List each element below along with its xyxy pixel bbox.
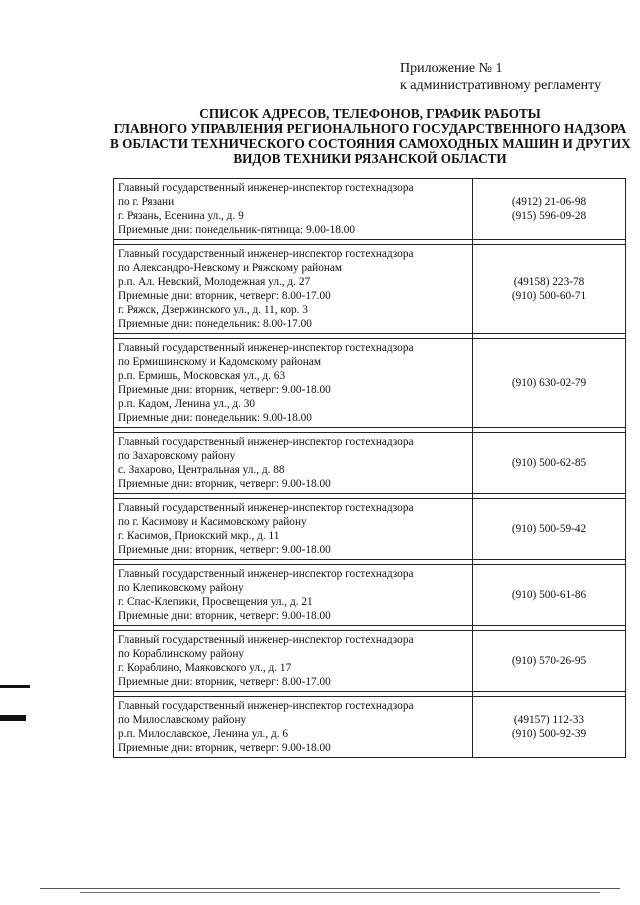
office-phones (473, 245, 626, 334)
office-phones (473, 565, 626, 626)
office-detail-line: Приемные дни: вторник, четверг: 9.00-18.00 (118, 384, 331, 396)
office-details (114, 499, 473, 560)
appendix-note (400, 60, 635, 94)
office-details (114, 697, 473, 758)
office-detail-line: р.п. Ермишь, Московская ул., д. 63 (118, 370, 286, 382)
office-detail-line: с. Захарово, Центральная ул., д. 88 (118, 464, 285, 476)
office-details (114, 565, 473, 626)
appendix-number: Приложение № 1 (400, 61, 503, 76)
title-line: СПИСОК АДРЕСОВ, ТЕЛЕФОНОВ, ГРАФИК РАБОТЫ (199, 106, 541, 121)
office-detail-line: Главный государственный инженер-инспектор гостехнадзора (118, 248, 414, 260)
office-detail-line: Главный государственный инженер-инспектор гостехнадзора (118, 502, 414, 514)
office-row (114, 433, 626, 494)
phone-number: (915) 596-09-28 (511, 210, 587, 222)
office-detail-line: Приемные дни: вторник, четверг: 8.00-17.00 (118, 676, 331, 688)
office-row (114, 245, 626, 334)
office-detail-line: по Клепиковскому району (118, 582, 244, 594)
office-detail-line: Главный государственный инженер-инспектор гостехнадзора (118, 342, 414, 354)
office-detail-line: Главный государственный инженер-инспектор гостехнадзора (118, 700, 414, 712)
office-detail-line: по г. Касимову и Касимовскому району (118, 516, 307, 528)
office-detail-line: р.п. Милославское, Ленина ул., д. 6 (118, 728, 289, 740)
office-detail-line: г. Спас-Клепики, Просвещения ул., д. 21 (118, 596, 313, 608)
office-details (114, 631, 473, 692)
office-row (114, 339, 626, 428)
scan-line-bottom (40, 888, 620, 889)
title-line: ГЛАВНОГО УПРАВЛЕНИЯ РЕГИОНАЛЬНОГО ГОСУДАРСТВЕННОГО НАДЗОРА (113, 121, 627, 136)
office-row (114, 631, 626, 692)
office-detail-line: по Кораблинскому району (118, 648, 245, 660)
phone-number: (4912) 21-06-98 (511, 196, 587, 208)
office-detail-line: Приемные дни: вторник, четверг: 9.00-18.00 (118, 478, 331, 490)
office-row (114, 565, 626, 626)
phone-number: (910) 570-26-95 (511, 655, 587, 667)
office-detail-line: Главный государственный инженер-инспектор гостехнадзора (118, 568, 414, 580)
office-details (114, 433, 473, 494)
phone-number: (910) 500-92-39 (511, 728, 587, 740)
office-detail-line: по Ермишинскому и Кадомскому районам (118, 356, 322, 368)
office-detail-line: Приемные дни: понедельник: 9.00-18.00 (118, 412, 312, 424)
appendix-reference: к административному регламенту (400, 78, 602, 93)
office-detail-line: Главный государственный инженер-инспектор гостехнадзора (118, 182, 414, 194)
office-detail-line: г. Касимов, Приокский мкр., д. 11 (118, 530, 280, 542)
scan-mark-left (0, 685, 30, 688)
office-detail-line: Главный государственный инженер-инспектор гостехнадзора (118, 436, 414, 448)
phone-number: (49158) 223-78 (513, 276, 585, 288)
office-details (114, 179, 473, 240)
office-detail-line: г. Кораблино, Маяковского ул., д. 17 (118, 662, 292, 674)
office-detail-line: по г. Рязани (118, 196, 175, 208)
title-line: ВИДОВ ТЕХНИКИ РЯЗАНСКОЙ ОБЛАСТИ (233, 151, 507, 166)
scan-mark-left (0, 715, 26, 721)
phone-number: (910) 500-61-86 (511, 589, 587, 601)
office-phones (473, 433, 626, 494)
office-detail-line: р.п. Кадом, Ленина ул., д. 30 (118, 398, 256, 410)
scan-line-bottom (80, 892, 600, 893)
office-details (114, 245, 473, 334)
phone-number: (910) 630-02-79 (511, 377, 587, 389)
office-phones (473, 631, 626, 692)
office-detail-line: г. Ряжск, Дзержинского ул., д. 11, кор. 3 (118, 304, 308, 316)
office-phones (473, 179, 626, 240)
phone-number: (49157) 112-33 (513, 714, 585, 726)
office-row (114, 179, 626, 240)
office-detail-line: Главный государственный инженер-инспектор гостехнадзора (118, 634, 414, 646)
office-phones (473, 697, 626, 758)
office-detail-line: Приемные дни: понедельник: 8.00-17.00 (118, 318, 312, 330)
office-phones (473, 339, 626, 428)
office-phones (473, 499, 626, 560)
office-detail-line: Приемные дни: вторник, четверг: 9.00-18.00 (118, 610, 331, 622)
office-detail-line: Приемные дни: вторник, четверг: 9.00-18.00 (118, 742, 331, 754)
office-detail-line: г. Рязань, Есенина ул., д. 9 (118, 210, 244, 222)
office-detail-line: р.п. Ал. Невский, Молодежная ул., д. 27 (118, 276, 311, 288)
office-row (114, 499, 626, 560)
offices-table (113, 178, 626, 758)
office-detail-line: по Александро-Невскому и Ряжскому районам (118, 262, 343, 274)
office-detail-line: по Милославскому району (118, 714, 247, 726)
office-detail-line: Приемные дни: понедельник-пятница: 9.00-18.00 (118, 224, 356, 236)
phone-number: (910) 500-62-85 (511, 457, 587, 469)
phone-number: (910) 500-59-42 (511, 523, 587, 535)
office-row (114, 697, 626, 758)
office-detail-line: Приемные дни: вторник, четверг: 8.00-17.00 (118, 290, 331, 302)
document-title (110, 106, 630, 166)
phone-number: (910) 500-60-71 (511, 290, 587, 302)
office-details (114, 339, 473, 428)
office-detail-line: по Захаровскому району (118, 450, 236, 462)
title-line: В ОБЛАСТИ ТЕХНИЧЕСКОГО СОСТОЯНИЯ САМОХОДНЫХ МАШИН И ДРУГИХ (110, 136, 631, 151)
office-detail-line: Приемные дни: вторник, четверг: 9.00-18.00 (118, 544, 331, 556)
